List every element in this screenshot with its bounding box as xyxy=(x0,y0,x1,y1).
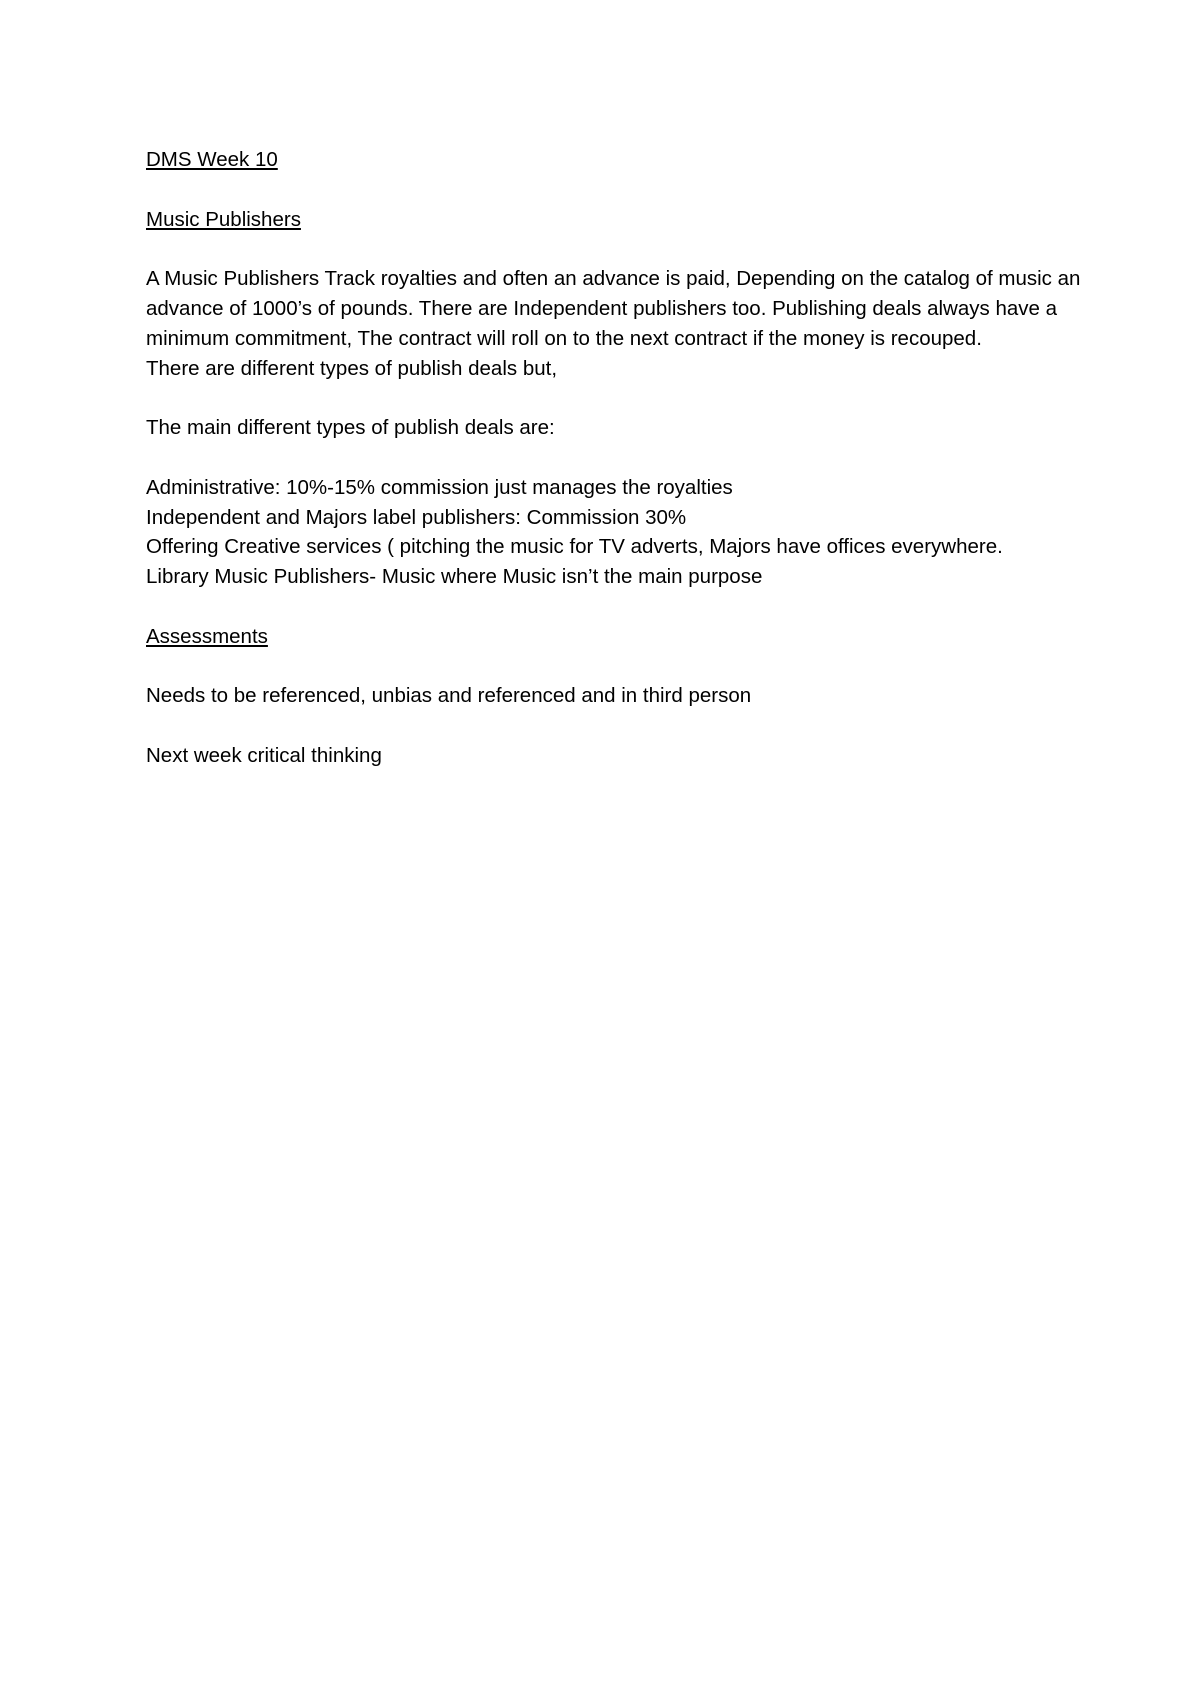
document-title: DMS Week 10 xyxy=(146,148,278,171)
document-body xyxy=(146,145,1086,771)
deal-type-item: Library Music Publishers- Music where Music isn’t the main purpose xyxy=(146,565,763,589)
intro-line-2: There are different types of publish deals but, xyxy=(146,356,558,380)
intro-paragraph: A Music Publishers Track royalties and often an advance is paid, Depending on the catalog of music an advance of 1000’s of pounds. There are Independent publishers too. Publishing deals always have a minimum commitment, The contract will roll on to the next contract if the money is recouped. xyxy=(146,267,1081,350)
deal-type-item: Administrative: 10%-15% commission just manages the royalties xyxy=(146,475,733,499)
deal-type-item: Independent and Majors label publishers: Commission 30% xyxy=(146,505,687,529)
spacer xyxy=(146,383,1086,413)
deal-type-item: Offering Creative services ( pitching the music for TV adverts, Majors have offices everywhere. xyxy=(146,535,1003,559)
section-heading-assessments: Assessments xyxy=(146,624,268,648)
section-heading-music-publishers: Music Publishers xyxy=(146,207,301,231)
spacer xyxy=(146,443,1086,473)
deal-types-intro: The main different types of publish deals are: xyxy=(146,416,555,440)
spacer xyxy=(146,175,1086,205)
spacer xyxy=(146,652,1086,682)
assessments-note: Needs to be referenced, unbias and referenced and in third person xyxy=(146,684,752,708)
spacer xyxy=(146,711,1086,741)
spacer xyxy=(146,234,1086,264)
next-week-note: Next week critical thinking xyxy=(146,743,382,767)
spacer xyxy=(146,592,1086,622)
